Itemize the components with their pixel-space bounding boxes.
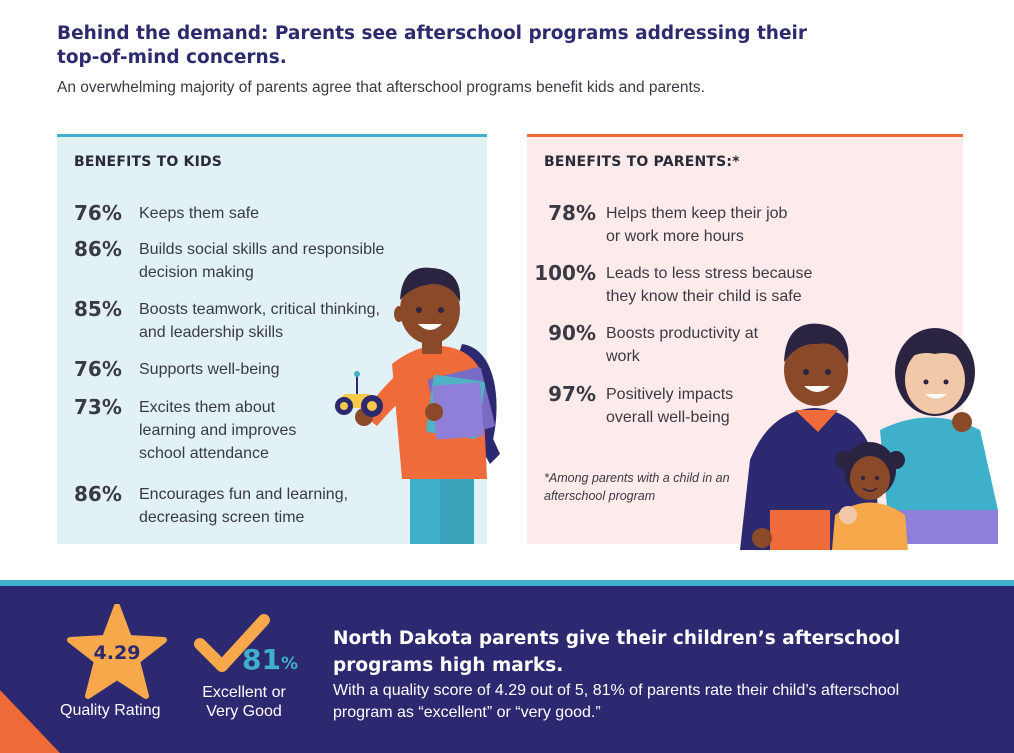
parents-stat-row bbox=[527, 202, 806, 248]
parents-stat-pct: 97% bbox=[548, 382, 596, 406]
parents-panel-title: BENEFITS TO PARENTS:* bbox=[544, 154, 740, 170]
parents-stat-row bbox=[527, 322, 771, 368]
banner-divider bbox=[0, 580, 1014, 586]
kids-stat-pct: 85% bbox=[74, 297, 122, 321]
excellent-label: Excellent or Very Good bbox=[202, 684, 286, 720]
kids-stat-desc: Builds social skills and responsible decision making bbox=[139, 241, 385, 281]
parents-stat-row bbox=[527, 262, 836, 308]
excellent-percent-value: 81 bbox=[242, 643, 281, 676]
parents-stat-pct: 100% bbox=[534, 261, 596, 285]
page-title: Behind the demand: Parents see afterschool programs addressing their top-of-mind concerns. bbox=[57, 23, 807, 68]
parents-stat-pct: 78% bbox=[548, 201, 596, 225]
parents-stat-desc: Boosts productivity at work bbox=[606, 325, 759, 365]
kids-stat-pct: 76% bbox=[74, 201, 122, 225]
kids-stat-pct: 76% bbox=[74, 357, 122, 381]
kids-stat-desc: Encourages fun and learning, decreasing screen time bbox=[139, 486, 349, 526]
parents-stat-pct: 90% bbox=[548, 321, 596, 345]
page-subtitle: An overwhelming majority of parents agree that afterschool programs benefit kids and parents. bbox=[57, 79, 705, 96]
banner-title: North Dakota parents give their children’s afterschool programs high marks. bbox=[333, 628, 901, 676]
kids-stat-desc: Excites them about learning and improves school attendance bbox=[139, 399, 297, 462]
kids-stat-pct: 73% bbox=[74, 395, 122, 419]
banner-corner-accent bbox=[0, 690, 60, 753]
parents-stat-desc: Leads to less stress because they know their child is safe bbox=[606, 265, 813, 305]
parents-stat-desc: Positively impacts overall well-being bbox=[606, 386, 734, 426]
kids-stat-desc: Boosts teamwork, critical thinking, and leadership skills bbox=[139, 301, 380, 341]
banner-body: With a quality score of 4.29 out of 5, 81% of parents rate their child’s afterschool program as “excellent” or “very good.” bbox=[333, 682, 900, 721]
kids-stat-desc: Supports well-being bbox=[139, 361, 280, 378]
quality-rating-label: Quality Rating bbox=[60, 702, 161, 719]
kids-stat-pct: 86% bbox=[74, 482, 122, 506]
parents-footnote: *Among parents with a child in an afterschool program bbox=[544, 471, 730, 503]
kids-stat-row bbox=[74, 396, 329, 465]
quality-rating-badge bbox=[66, 604, 168, 700]
kids-stat-desc: Keeps them safe bbox=[139, 205, 260, 222]
kids-panel-title: BENEFITS TO KIDS bbox=[74, 154, 223, 170]
quality-rating-value: 4.29 bbox=[93, 642, 141, 664]
student-with-robot-illustration bbox=[322, 254, 512, 544]
kids-stat-pct: 86% bbox=[74, 237, 122, 261]
excellent-percent-sign: % bbox=[280, 654, 299, 674]
parents-stat-desc: Helps them keep their job or work more hours bbox=[606, 205, 788, 245]
family-illustration bbox=[740, 310, 1002, 550]
excellent-percent bbox=[242, 643, 298, 676]
kids-stat-row bbox=[74, 202, 429, 225]
parents-stat-row bbox=[527, 383, 771, 429]
